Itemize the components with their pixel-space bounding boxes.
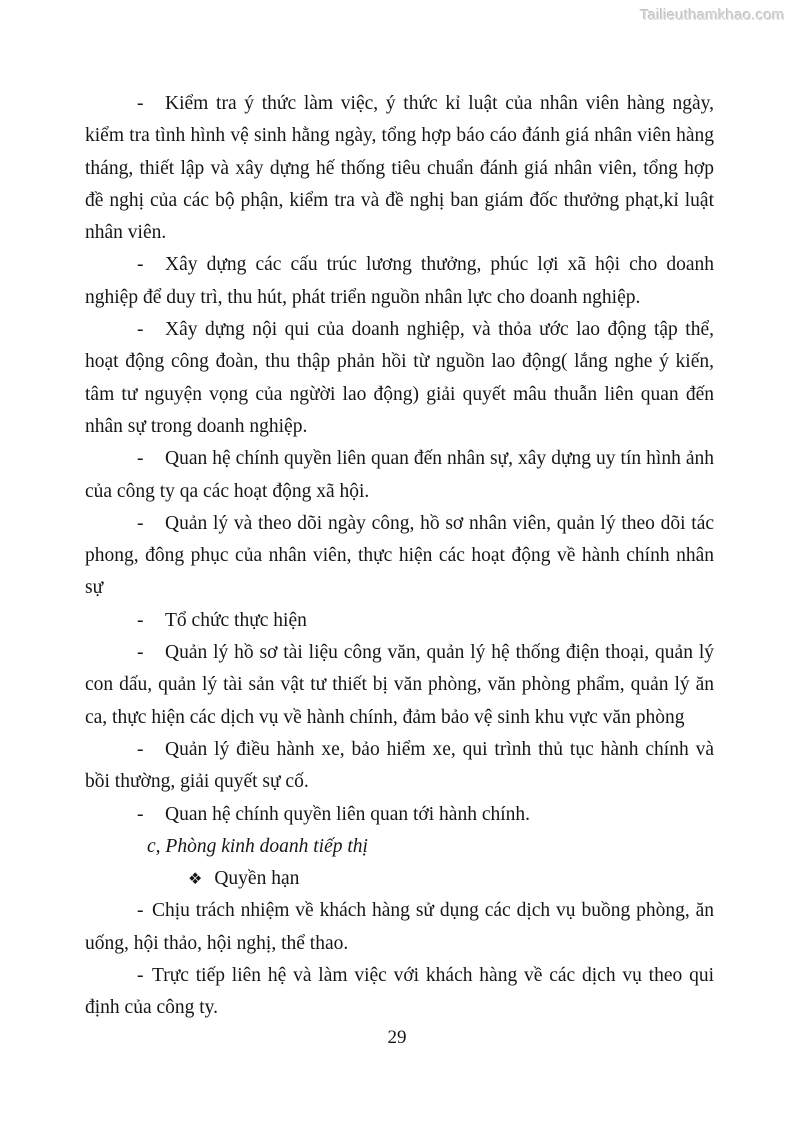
bullet-paragraph — [85, 895, 714, 960]
bullet-paragraph — [85, 734, 714, 799]
bullet-paragraph — [85, 508, 714, 605]
section-subheading: c, Phòng kinh doanh tiếp thị — [147, 835, 368, 857]
bullet-dash: - — [137, 609, 144, 631]
document-body — [85, 88, 714, 1025]
paragraph-text: Xây dựng các cấu trúc lương thưởng, phúc lợi xã hội cho doanh nghiệp để duy trì, thu hút, phát triển nguồn nhân lực cho doanh nghiệp. — [85, 254, 714, 308]
diamond-item-text: Quyền hạn — [214, 868, 300, 890]
bullet-dash: - — [137, 803, 144, 825]
paragraph-text: Quản lý và theo dõi ngày công, hồ sơ nhân viên, quản lý theo dõi tác phong, đông phục của nhân viên, thực hiện các hoạt động về hành chính nhân sự — [85, 512, 714, 599]
bullet-paragraph — [85, 637, 714, 734]
diamond-list-item — [85, 863, 714, 895]
bullet-dash: - — [137, 738, 144, 760]
paragraph-text: Chịu trách nhiệm về khách hàng sử dụng các dịch vụ buồng phòng, ăn uống, hội thảo, hội nghị, thể thao. — [85, 900, 714, 954]
bullet-dash: - — [137, 448, 144, 470]
bullet-dash: - — [137, 93, 144, 114]
bullet-dash: - — [137, 319, 144, 341]
paragraph-text: Quản lý hồ sơ tài liệu công văn, quản lý hệ thống điện thoại, quản lý con dấu, quản lý tài sản vật tư thiết bị văn phòng, văn phòng phẩm, quản lý ăn ca, thực hiện các dịch vụ về hành chính, đảm bảo vệ sinh khu vực văn phòng — [85, 642, 714, 728]
bullet-paragraph — [85, 443, 714, 508]
paragraph-text: Kiểm tra ý thức làm việc, ý thức kỉ luật của nhân viên hàng ngày, kiểm tra tình hình vệ sinh hằng ngày, tổng hợp báo cáo đánh giá nhân viên hàng tháng, thiết lập và xây dựng hế thống tiêu chuẩn đánh giá nhân viên, tổng hợp đề nghị của các bộ phận, kiểm tra và đề nghị ban giám đốc thưởng phạt,kỉ luật nhân viên. — [85, 93, 714, 244]
bullet-dash: - — [137, 642, 144, 664]
bullet-dash: - — [137, 254, 144, 276]
paragraph-text: Quan hệ chính quyền liên quan đến nhân sự, xây dựng uy tín hình ảnh của công ty qa các hoạt động xã hội. — [85, 448, 714, 502]
paragraph-text: Quan hệ chính quyền liên quan tới hành chính. — [165, 803, 531, 825]
page-number: 29 — [387, 1027, 407, 1048]
bullet-paragraph — [85, 799, 714, 831]
bullet-paragraph — [85, 314, 714, 443]
watermark-text: Tailieuthamkhao.com — [640, 7, 785, 24]
bullet-paragraph — [85, 605, 714, 637]
paragraph-text: Tổ chức thực hiện — [165, 609, 307, 631]
paragraph-text: Quản lý điều hành xe, bảo hiểm xe, qui trình thủ tục hành chính và bồi thường, giải quyết sự cố. — [85, 738, 714, 793]
diamond-bullet-icon: ❖ — [188, 869, 203, 889]
bullet-paragraph — [85, 960, 714, 1025]
bullet-dash: - — [137, 900, 144, 922]
paragraph-text: Trực tiếp liên hệ và làm việc với khách hàng về các dịch vụ theo qui định của công ty. — [85, 965, 714, 1019]
bullet-paragraph — [85, 88, 714, 249]
bullet-dash: - — [137, 965, 144, 987]
bullet-paragraph — [85, 249, 714, 314]
paragraph-text: Xây dựng nội qui của doanh nghiệp, và thỏa ước lao động tập thể, hoạt động công đoàn, thu thập phản hồi từ nguồn lao động( lắng nghe ý kiến, tâm tư nguyện vọng của ngừời lao động) giải quyết mâu thuẫn liên quan đến nhân sự trong doanh nghiệp. — [85, 319, 714, 437]
bullet-dash: - — [137, 512, 144, 534]
